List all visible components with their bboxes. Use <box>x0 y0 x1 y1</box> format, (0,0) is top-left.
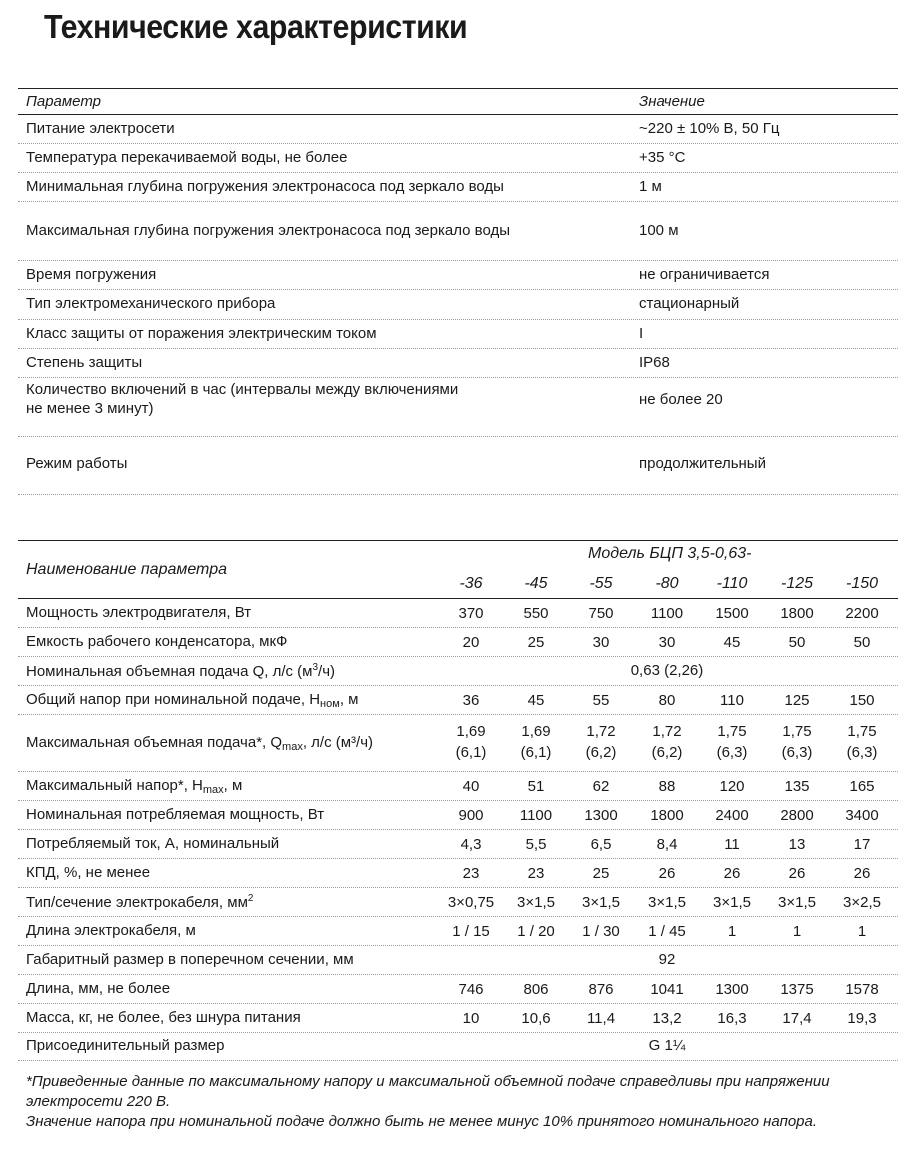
row-name <box>26 806 324 823</box>
row-value: 120 <box>719 777 745 795</box>
row-value: 55 <box>592 691 610 709</box>
row-value: 1 <box>857 922 867 940</box>
row-value: не ограничивается <box>639 265 770 283</box>
table-row <box>18 686 898 715</box>
row-param-line1: Количество включений в час (интервалы между включениями <box>26 381 459 398</box>
row-name-text: Потребляемый ток, А, номинальный <box>26 834 280 852</box>
row-value: 3400 <box>845 806 879 824</box>
row-value: 1,75 <box>717 723 747 740</box>
row-name <box>26 691 358 710</box>
row-value: 3×1,5 <box>778 893 816 911</box>
row-value: 1 <box>792 922 802 940</box>
row-value: 876 <box>588 980 614 998</box>
row-value: 1,75 <box>847 723 877 740</box>
row-value: 3×1,5 <box>648 893 686 911</box>
table-row <box>18 202 898 261</box>
row-value: 806 <box>523 980 549 998</box>
table-row <box>18 628 898 657</box>
row-value: 165 <box>849 777 875 795</box>
table-header-row <box>18 540 898 599</box>
row-value: 150 <box>849 691 875 709</box>
row-name-text: Длина, мм, не более <box>26 979 171 997</box>
row-value: 1041 <box>650 980 684 998</box>
row-value-secondary: (6,3) <box>716 744 748 761</box>
row-value: 750 <box>588 604 614 622</box>
row-value: 13 <box>788 835 806 853</box>
row-name-text: Максимальная объемная подача*, Q <box>26 733 283 751</box>
row-name-text: Тип/сечение электрокабеля, мм <box>26 893 248 911</box>
row-param: Минимальная глубина погружения электронасоса под зеркало воды <box>26 177 504 195</box>
row-value: 2200 <box>845 604 879 622</box>
table-row <box>18 261 898 290</box>
row-value-secondary: (6,3) <box>781 744 813 761</box>
row-value: 746 <box>458 980 484 998</box>
footnote-2: Значение напора при номинальной подаче должно быть не менее минус 10% принятого номинального напора. <box>26 1113 818 1130</box>
row-value: 900 <box>458 806 484 824</box>
row-value: 1 м <box>639 177 662 195</box>
row-name <box>26 1037 224 1054</box>
row-value: 1 <box>727 922 737 940</box>
row-name <box>26 633 287 650</box>
row-value: 550 <box>523 604 549 622</box>
header-model: Модель БЦП 3,5-0,63- <box>588 545 752 562</box>
row-value: 8,4 <box>656 835 678 853</box>
row-name <box>26 662 335 680</box>
row-value: 26 <box>788 864 806 882</box>
row-name <box>26 777 242 796</box>
row-param <box>26 380 458 418</box>
row-param: Время погружения <box>26 265 157 283</box>
table-row <box>18 859 898 888</box>
table-row <box>18 975 898 1004</box>
row-value: 1500 <box>715 604 749 622</box>
row-value: 25 <box>592 864 610 882</box>
row-span-value: 0,63 (2,26) <box>630 661 704 679</box>
row-value-secondary: (6,1) <box>520 744 552 761</box>
row-value: 30 <box>658 633 676 651</box>
row-name-text: Номинальная объемная подача Q, л/с (м <box>26 662 313 680</box>
row-name <box>26 1009 301 1026</box>
table-row <box>18 378 898 437</box>
row-value: 10 <box>462 1009 480 1027</box>
footnote-1: *Приведенные данные по максимальному напору и максимальной объемной подаче справедливы при напряжении электросети 220 В. <box>26 1073 830 1110</box>
row-value: IP68 <box>639 353 670 371</box>
row-name-subscript: ном <box>320 697 340 710</box>
row-param: Температура перекачиваемой воды, не более <box>26 148 348 166</box>
row-name-text: Емкость рабочего конденсатора, мкФ <box>26 632 288 650</box>
row-name <box>26 980 170 997</box>
row-value: 2400 <box>715 806 749 824</box>
model-column-header: -125 <box>780 575 814 592</box>
row-value-secondary: (6,1) <box>455 744 487 761</box>
row-value: 51 <box>527 777 545 795</box>
row-name-text: Габаритный размер в поперечном сечении, мм <box>26 950 354 968</box>
table-row <box>18 1033 898 1061</box>
row-value: 36 <box>462 691 480 709</box>
row-value: 3×1,5 <box>517 893 555 911</box>
row-value: 1100 <box>519 806 553 824</box>
row-value: 16,3 <box>717 1009 747 1027</box>
row-value: 11,4 <box>586 1009 616 1027</box>
row-param: Класс защиты от поражения электрическим током <box>26 324 377 342</box>
row-name <box>26 734 373 753</box>
row-name-text: Номинальная потребляемая мощность, Вт <box>26 805 325 823</box>
page-title: Технические характеристики <box>44 8 468 45</box>
row-name-text: Мощность электродвигателя, Вт <box>26 603 252 621</box>
table-row <box>18 320 898 349</box>
table-header-row <box>18 88 898 115</box>
row-value: 135 <box>784 777 810 795</box>
table-row <box>18 599 898 628</box>
row-name <box>26 922 196 939</box>
row-value: 11 <box>724 835 740 853</box>
row-value: 26 <box>658 864 676 882</box>
row-value: 370 <box>458 604 484 622</box>
row-name-suffix: , м <box>339 690 359 708</box>
row-value: 1,69 <box>456 723 486 740</box>
row-span-value: 92 <box>658 950 676 968</box>
row-value: 5,5 <box>525 835 547 853</box>
model-column-header: -110 <box>716 575 748 592</box>
table-row <box>18 349 898 378</box>
row-name-text: Длина электрокабеля, м <box>26 921 196 939</box>
row-name <box>26 893 253 911</box>
row-value: 1300 <box>715 980 749 998</box>
model-specs-table <box>18 540 898 1061</box>
row-value: 10,6 <box>521 1009 551 1027</box>
row-value: продолжительный <box>639 455 766 472</box>
table-row <box>18 801 898 830</box>
model-column-header: -36 <box>459 575 483 592</box>
row-value: 17 <box>853 835 871 853</box>
row-value: 20 <box>462 633 480 651</box>
footnotes <box>26 1072 886 1132</box>
header-param: Параметр <box>26 93 102 110</box>
row-value: 13,2 <box>652 1009 682 1027</box>
row-value: 80 <box>658 691 676 709</box>
row-value: 50 <box>853 633 871 651</box>
table-row <box>18 830 898 859</box>
row-value: 1,72 <box>586 723 616 740</box>
table-row <box>18 173 898 202</box>
row-value: 1100 <box>650 604 684 622</box>
table-row <box>18 657 898 686</box>
row-value: 88 <box>658 777 676 795</box>
table-row <box>18 772 898 801</box>
row-value: 4,3 <box>460 835 482 853</box>
row-name <box>26 835 279 852</box>
row-value: 1,72 <box>652 723 682 740</box>
model-column-header: -80 <box>655 575 679 592</box>
row-value: 110 <box>720 691 744 709</box>
row-name-text: КПД, %, не менее <box>26 863 151 881</box>
row-name-superscript: 3 <box>312 661 319 673</box>
row-param-line2: не менее 3 минут) <box>26 400 154 417</box>
table-row <box>18 917 898 946</box>
model-column-header: -45 <box>524 575 548 592</box>
row-param: Степень защиты <box>26 353 143 371</box>
row-name-subscript: max <box>202 783 224 796</box>
row-name-text: Общий напор при номинальной подаче, H <box>26 690 321 708</box>
row-value: 25 <box>527 633 545 651</box>
row-value-secondary: (6,3) <box>846 744 878 761</box>
row-param: Режим работы <box>26 455 128 472</box>
row-value: 100 м <box>639 221 679 239</box>
row-value: 26 <box>853 864 871 882</box>
row-value: I <box>639 324 644 342</box>
row-value: +35 °С <box>639 148 686 166</box>
row-value: стационарный <box>639 295 740 312</box>
row-name-text: Присоединительный размер <box>26 1037 225 1054</box>
row-value: 1300 <box>584 806 618 824</box>
row-value: 3×0,75 <box>447 893 495 911</box>
row-name-suffix: , л/с (м³/ч) <box>302 733 374 751</box>
row-span-value: G 1¼ <box>648 1037 686 1054</box>
row-name <box>26 604 251 621</box>
row-param: Тип электромеханического прибора <box>26 295 276 312</box>
table-row <box>18 888 898 917</box>
row-value: 40 <box>462 777 480 795</box>
header-name: Наименование параметра <box>26 561 227 578</box>
table-row <box>18 1004 898 1033</box>
row-value: 3×1,5 <box>582 893 620 911</box>
row-value: 1 / 30 <box>582 922 620 940</box>
model-column-header: -150 <box>845 575 879 592</box>
row-value: не более 20 <box>639 391 723 408</box>
table-row <box>18 946 898 975</box>
row-value-secondary: (6,2) <box>585 744 617 761</box>
row-value: 30 <box>592 633 610 651</box>
row-value: 2800 <box>780 806 814 824</box>
row-value: 1375 <box>780 980 814 998</box>
table-row <box>18 437 898 495</box>
table-row <box>18 290 898 320</box>
row-value: 1 / 20 <box>517 922 555 940</box>
row-value: 45 <box>527 691 545 709</box>
row-value: 17,4 <box>782 1009 812 1027</box>
row-value: 45 <box>723 633 741 651</box>
row-name-subscript: max <box>282 740 303 753</box>
row-value: 6,5 <box>590 835 612 853</box>
row-value: 23 <box>462 864 480 882</box>
row-value: ~220 ± 10% В, 50 Гц <box>639 119 780 137</box>
row-name-suffix: , м <box>223 776 243 794</box>
header-value: Значение <box>639 93 705 110</box>
model-column-header: -55 <box>589 575 613 592</box>
table-row <box>18 144 898 173</box>
row-value: 26 <box>723 864 741 882</box>
row-name-text: Максимальный напор*, H <box>26 776 203 794</box>
row-name-text: Масса, кг, не более, без шнура питания <box>26 1008 301 1026</box>
row-value-secondary: (6,2) <box>651 744 683 761</box>
row-value: 1578 <box>845 980 879 998</box>
row-name-suffix: /ч) <box>318 662 336 680</box>
row-value: 3×2,5 <box>843 893 881 911</box>
row-value: 1800 <box>650 806 684 824</box>
row-name <box>26 864 150 881</box>
row-name-superscript: 2 <box>247 892 254 904</box>
row-value: 1,75 <box>782 723 812 740</box>
row-value: 1 / 15 <box>452 922 490 940</box>
row-value: 19,3 <box>847 1009 877 1027</box>
row-value: 50 <box>788 633 806 651</box>
row-name <box>26 951 354 968</box>
table-row <box>18 715 898 772</box>
row-value: 62 <box>592 777 610 795</box>
row-param: Максимальная глубина погружения электронасоса под зеркало воды <box>26 221 510 239</box>
table-row <box>18 115 898 144</box>
row-value: 1,69 <box>521 723 551 740</box>
general-specs-table <box>18 88 898 495</box>
row-value: 1 / 45 <box>648 922 686 940</box>
row-value: 3×1,5 <box>713 893 751 911</box>
row-value: 23 <box>527 864 545 882</box>
row-value: 125 <box>784 691 810 709</box>
row-param: Питание электросети <box>26 119 175 137</box>
row-value: 1800 <box>780 604 814 622</box>
